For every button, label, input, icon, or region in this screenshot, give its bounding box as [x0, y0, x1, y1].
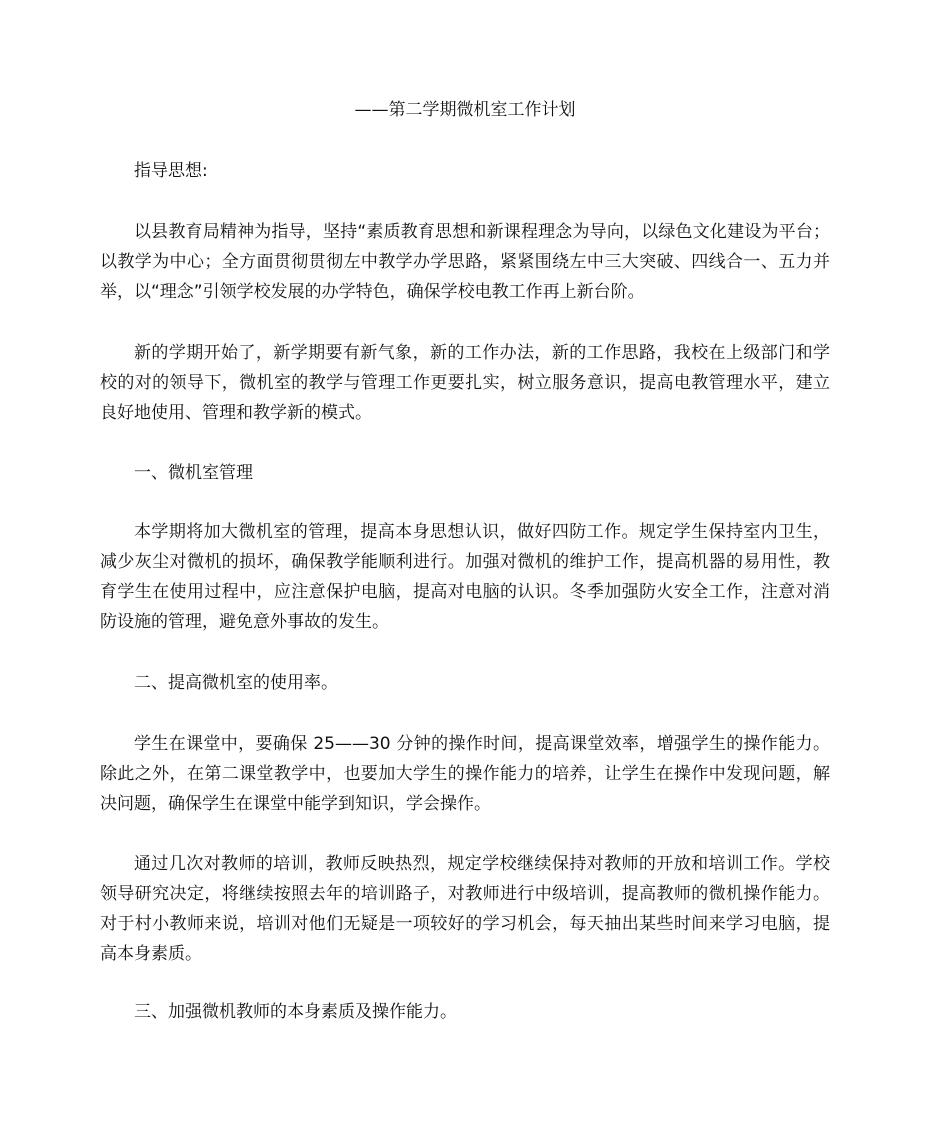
- document-title: ——第二学期微机室工作计划: [354, 100, 576, 120]
- paragraph-teacher-training: 通过几次对教师的培训，教师反映热烈，规定学校继续保持对教师的开放和培训工作。学校领导研究决定，将继续按照去年的培训路子，对教师进行中级培训，提高教师的微机操作能力。对于村小教师来说，培训对他们无疑是一项较好的学习机会，每天抽出某些时间来学习电脑，提高本身素质。: [100, 854, 830, 964]
- document-page: [100, 0, 830, 1129]
- section-heading-2: 二、提高微机室的使用率。: [134, 673, 338, 693]
- section-heading-1: 一、微机室管理: [134, 463, 253, 483]
- paragraph-new-semester: 新的学期开始了，新学期要有新气象，新的工作办法，新的工作思路，我校在上级部门和学校的对的领导下，微机室的教学与管理工作更要扎实，树立服务意识，提高电教管理水平，建立良好地使用、管理和教学新的模式。: [100, 343, 830, 423]
- paragraph-lab-management: 本学期将加大微机室的管理，提高本身思想认识，做好四防工作。规定学生保持室内卫生，减少灰尘对微机的损坏，确保教学能顺利进行。加强对微机的维护工作，提高机器的易用性，教育学生在使用过程中，应注意保护电脑，提高对电脑的认识。冬季加强防火安全工作，注意对消防设施的管理，避免意外事故的发生。: [100, 522, 830, 632]
- guiding-heading: 指导思想:: [134, 161, 208, 181]
- paragraph-usage-rate: 学生在课堂中，要确保 25——30 分钟的操作时间，提高课堂效率，增强学生的操作能力。除此之外，在第二课堂教学中，也要加大学生的操作能力的培养，让学生在操作中发现问题，解决问题，确保学生在课堂中能学到知识，学会操作。: [100, 734, 830, 814]
- section-heading-3: 三、加强微机教师的本身素质及操作能力。: [134, 1002, 457, 1022]
- paragraph-guiding-principle: 以县教育局精神为指导，坚持“素质教育思想和新课程理念为导向，以绿色文化建设为平台；以教学为中心；全方面贯彻贯彻左中教学办学思路，紧紧围绕左中三大突破、四线合一、五力并举，以“理念”引领学校发展的办学特色，确保学校电教工作再上新台阶。: [100, 222, 830, 302]
